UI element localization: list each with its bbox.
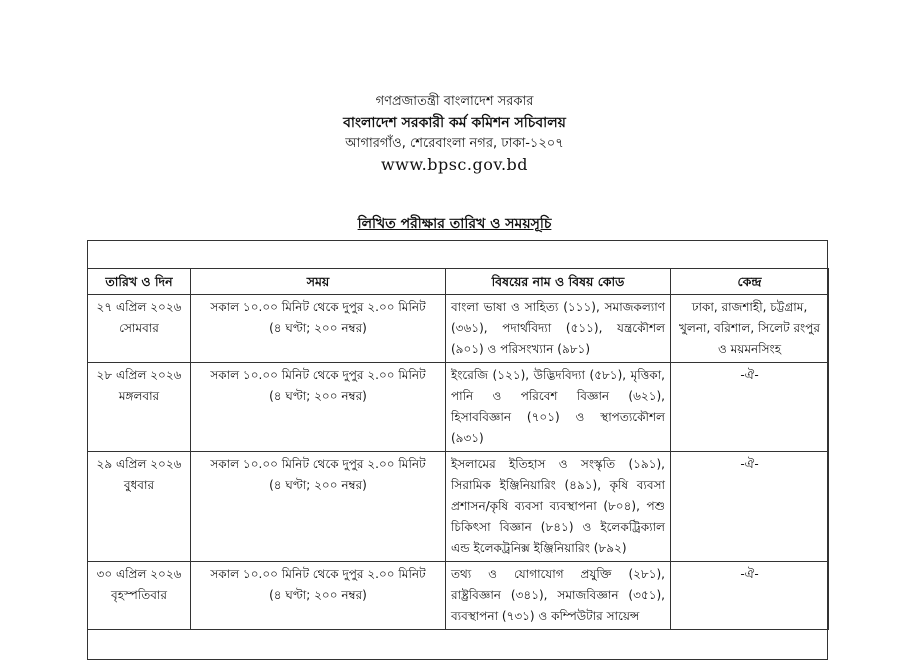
subjects-cell: বাংলা ভাষা ও সাহিত্য (১১১), সমাজকল্যাণ (৩৬১), পদার্থবিদ্যা (৫১১), যন্ত্রকৌশল (৯০১) ও পরিসংখ্যান (৯৮১)	[446, 295, 671, 363]
exam-day: বৃহস্পতিবার	[111, 588, 167, 602]
subjects-cell: ইসলামের ইতিহাস ও সংস্কৃতি (১৯১), সিরামিক ইঞ্জিনিয়ারিং (৪৯১), কৃষি ব্যবসা প্রশাসন/কৃষি ব্যবসা ব্যবস্থাপনা (৮০৪), পশু চিকিৎসা বিজ্ঞান (৮৪১) ও ইলেকট্রিক্যাল এন্ড ইলেকট্রনিক্স ইঞ্জিনিয়ারিং (৮৯২)	[446, 452, 671, 562]
header-date: তারিখ ও দিন	[88, 269, 191, 295]
schedule-table	[87, 268, 829, 630]
exam-duration: (৪ ঘণ্টা; ২০০ নম্বর)	[269, 478, 367, 492]
exam-day: বুধবার	[123, 478, 155, 492]
time-cell	[191, 562, 446, 630]
exam-date: ২৭ এপ্রিল ২০২৬	[96, 300, 182, 314]
document-header	[0, 92, 909, 176]
center-cell: -ঐ-	[671, 562, 829, 630]
center-cell: ঢাকা, রাজশাহী, চট্টগ্রাম, খুলনা, বরিশাল, সিলেট রংপুর ও ময়মনসিংহ	[671, 295, 829, 363]
exam-day: মঙ্গলবার	[118, 389, 160, 403]
exam-duration: (৪ ঘণ্টা; ২০০ নম্বর)	[269, 588, 367, 602]
exam-time: সকাল ১০.০০ মিনিট থেকে দুপুর ২.০০ মিনিট	[210, 567, 426, 581]
website: www.bpsc.gov.bd	[380, 155, 529, 174]
exam-time: সকাল ১০.০০ মিনিট থেকে দুপুর ২.০০ মিনিট	[210, 368, 426, 382]
exam-date: ২৯ এপ্রিল ২০২৬	[96, 457, 182, 471]
exam-duration: (৪ ঘণ্টা; ২০০ নম্বর)	[269, 389, 367, 403]
center-cell: -ঐ-	[671, 452, 829, 562]
table-row	[88, 295, 829, 363]
table-row	[88, 363, 829, 452]
exam-duration: (৪ ঘণ্টা; ২০০ নম্বর)	[269, 321, 367, 335]
exam-time: সকাল ১০.০০ মিনিট থেকে দুপুর ২.০০ মিনিট	[210, 457, 426, 471]
date-cell	[88, 562, 191, 630]
exam-date: ৩০ এপ্রিল ২০২৬	[96, 567, 182, 581]
exam-date: ২৮ এপ্রিল ২০২৬	[96, 368, 182, 382]
document-title: লিখিত পরীক্ষার তারিখ ও সময়সূচি	[357, 216, 552, 232]
date-cell	[88, 363, 191, 452]
table-row	[88, 562, 829, 630]
government-name: গণপ্রজাতন্ত্রী বাংলাদেশ সরকার	[375, 94, 534, 109]
exam-time: সকাল ১০.০০ মিনিট থেকে দুপুর ২.০০ মিনিট	[210, 300, 426, 314]
header-subject: বিষয়ের নাম ও বিষয় কোড	[446, 269, 671, 295]
address: আগারগাঁও, শেরেবাংলা নগর, ঢাকা-১২০৭	[345, 136, 564, 151]
header-center: কেন্দ্র	[671, 269, 829, 295]
time-cell	[191, 295, 446, 363]
date-cell	[88, 452, 191, 562]
table-row	[88, 452, 829, 562]
time-cell	[191, 363, 446, 452]
center-cell: -ঐ-	[671, 363, 829, 452]
table-header-row	[88, 269, 829, 295]
date-cell	[88, 295, 191, 363]
header-time: সময়	[191, 269, 446, 295]
subjects-cell: তথ্য ও যোগাযোগ প্রযুক্তি (২৮১), রাষ্ট্রবিজ্ঞান (৩৪১), সমাজবিজ্ঞান (৩৫১), ব্যবস্থাপনা (৭৩১) ও কম্পিউটার সায়েন্স	[446, 562, 671, 630]
subjects-cell: ইংরেজি (১২১), উদ্ভিদবিদ্যা (৫৮১), মৃত্তিকা, পানি ও পরিবেশ বিজ্ঞান (৬২১), হিসাববিজ্ঞান (৭০১) ও স্থাপত্যকৌশল (৯৩১)	[446, 363, 671, 452]
exam-day: সোমবার	[119, 321, 159, 335]
commission-name: বাংলাদেশ সরকারী কর্ম কমিশন সচিবালয়	[343, 115, 566, 131]
time-cell	[191, 452, 446, 562]
